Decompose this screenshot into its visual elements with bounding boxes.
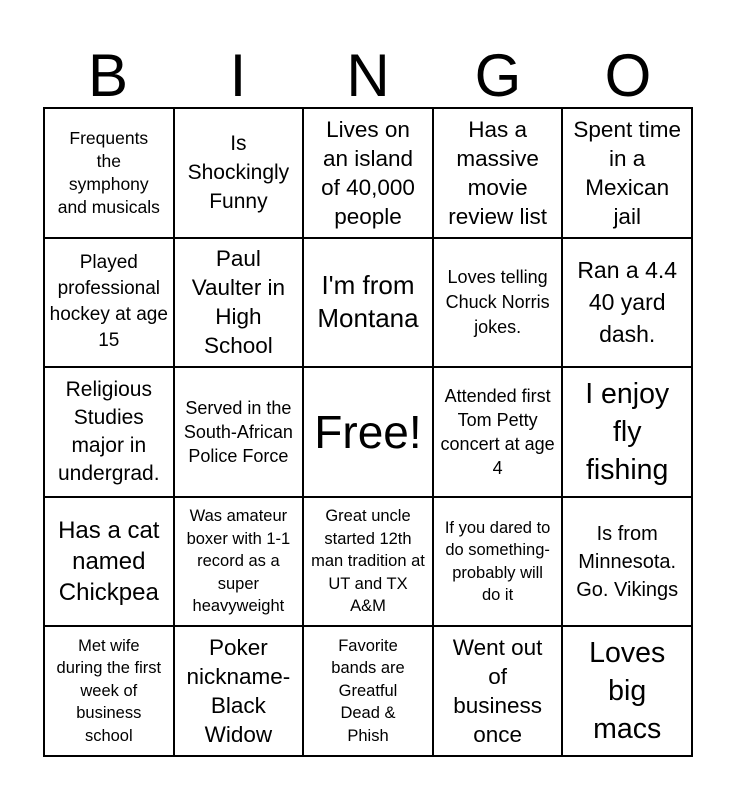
- cell-text: Was amateur boxer with 1-1 record as a super heavyweight: [186, 507, 291, 616]
- bingo-cell[interactable]: [433, 367, 563, 497]
- bingo-cell[interactable]: [562, 626, 692, 756]
- bingo-cell[interactable]: [303, 238, 433, 368]
- bingo-cell[interactable]: [44, 626, 174, 756]
- cell-text: Attended first Tom Petty concert at age 4: [440, 385, 555, 478]
- bingo-header: [43, 44, 693, 108]
- cell-text: Frequents the symphony and musicals: [57, 127, 160, 217]
- header-letter-o: O: [604, 42, 652, 109]
- free-space[interactable]: [303, 367, 433, 497]
- cell-text: Has a cat named Chickpea: [58, 517, 160, 607]
- bingo-cell[interactable]: [562, 497, 692, 627]
- cell-text: Great uncle started 12th man tradition at UT and TX A&M: [311, 507, 425, 616]
- cell-text: I'm from Montana: [317, 270, 419, 334]
- cell-text: If you dared to do something-probably will do it: [444, 518, 551, 605]
- bingo-cell[interactable]: [44, 108, 174, 238]
- bingo-cell[interactable]: [303, 108, 433, 238]
- cell-text: Played professional hockey at age 15: [49, 252, 168, 352]
- cell-text: Lives on an island of 40,000 people: [321, 116, 415, 229]
- cell-text: Met wife during the first week of business school: [56, 636, 162, 745]
- cell-text: Poker nickname-Black Widow: [186, 635, 291, 748]
- header-letter-n: N: [346, 42, 390, 109]
- bingo-cell[interactable]: [303, 626, 433, 756]
- cell-text: Served in the South-African Police Force: [183, 397, 293, 466]
- bingo-cell[interactable]: [174, 238, 304, 368]
- header-letter-g: G: [474, 42, 522, 109]
- bingo-cell[interactable]: [433, 497, 563, 627]
- bingo-cell[interactable]: [433, 108, 563, 238]
- header-letter-i: I: [229, 42, 247, 109]
- cell-text: Has a massive movie review list: [448, 116, 547, 229]
- bingo-cell[interactable]: [433, 626, 563, 756]
- bingo-cell[interactable]: [174, 497, 304, 627]
- bingo-board: [43, 107, 693, 757]
- cell-text: Is Shockingly Funny: [187, 132, 290, 214]
- cell-text: Ran a 4.4 40 yard dash.: [577, 257, 678, 348]
- bingo-cell[interactable]: [174, 367, 304, 497]
- cell-text: Went out of business once: [452, 635, 543, 748]
- cell-text: Spent time in a Mexican jail: [573, 116, 681, 229]
- bingo-cell[interactable]: [44, 367, 174, 497]
- free-space-text: Free!: [314, 405, 422, 458]
- bingo-cell[interactable]: [562, 238, 692, 368]
- cell-text: Paul Vaulter in High School: [191, 246, 286, 359]
- cell-text: Loves big macs: [589, 637, 666, 746]
- bingo-cell[interactable]: [44, 497, 174, 627]
- cell-text: Is from Minnesota. Go. Vikings: [576, 522, 679, 601]
- bingo-cell[interactable]: [562, 108, 692, 238]
- cell-text: Favorite bands are Greatful Dead & Phish: [331, 636, 405, 745]
- bingo-cell[interactable]: [174, 108, 304, 238]
- bingo-cell[interactable]: [44, 238, 174, 368]
- header-letter-b: B: [87, 42, 129, 109]
- bingo-cell[interactable]: [433, 238, 563, 368]
- bingo-cell[interactable]: [174, 626, 304, 756]
- bingo-cell[interactable]: [303, 497, 433, 627]
- bingo-cell[interactable]: [562, 367, 692, 497]
- cell-text: I enjoy fly fishing: [585, 377, 670, 486]
- cell-text: Loves telling Chuck Norris jokes.: [445, 266, 550, 337]
- cell-text: Religious Studies major in undergrad.: [58, 377, 160, 485]
